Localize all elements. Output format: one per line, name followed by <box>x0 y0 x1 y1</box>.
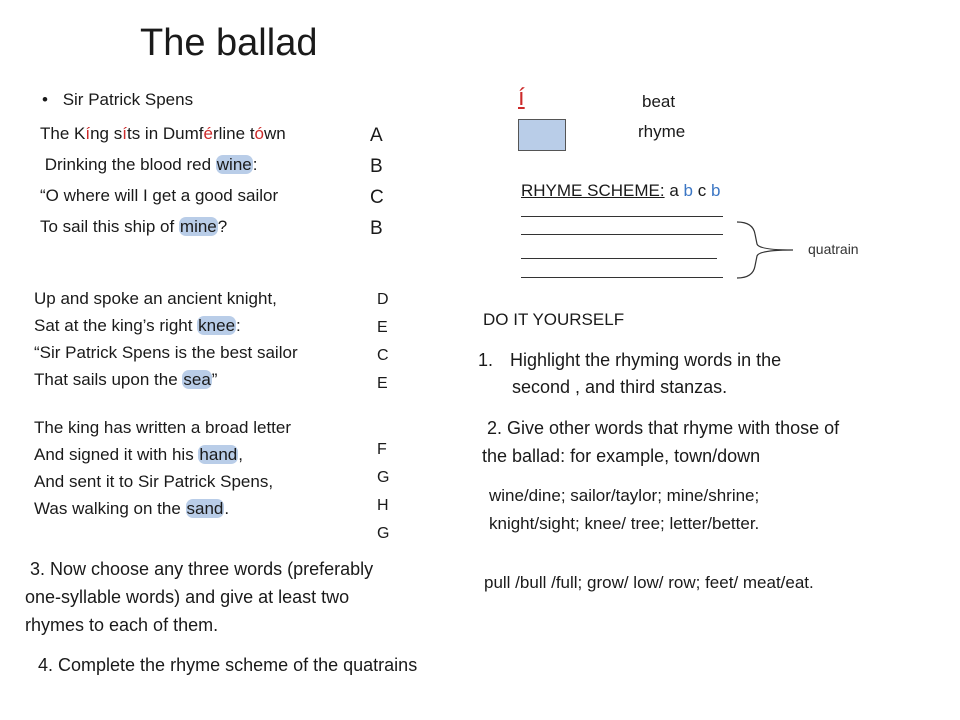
task-item-3: 3. Now choose any three words (preferably one-syllable words) and give at least two rhymes to each of them. <box>25 559 374 635</box>
rhyme-highlight: mine <box>179 217 217 236</box>
stanza-2 <box>34 285 298 393</box>
stanza-1-line-4: To sail this ship of mine? <box>40 217 228 236</box>
curly-brace-icon <box>735 220 795 280</box>
stanza-3-scheme: F G H G <box>377 441 390 542</box>
stanza-1-line-1: The Kíng síts in Dumférline tówn <box>40 124 286 143</box>
task-item-1: 1. Highlight the rhyming words in the second , and third stanzas. <box>478 350 782 397</box>
answers-line-2: knight/sight; knee/ tree; letter/better. <box>489 514 760 533</box>
task-item-2: 2. Give other words that rhyme with those of the ballad: for example, town/down <box>482 418 840 466</box>
stanza-2-line-3: “Sir Patrick Spens is the best sailor <box>34 343 298 362</box>
blank-line <box>521 277 723 278</box>
rhyme-highlight: hand <box>199 445 238 464</box>
rhyme-highlight: sea <box>183 370 211 389</box>
task-heading: DO IT YOURSELF <box>483 310 625 329</box>
rhyme-scheme <box>521 181 720 201</box>
answers-line-1: wine/dine; sailor/taylor; mine/shrine; <box>489 486 760 505</box>
stanza-2-line-2: Sat at the king’s right knee: <box>34 316 241 335</box>
rhyme-swatch <box>518 119 566 151</box>
scheme-letter-a: a <box>669 181 679 200</box>
stanza-1-line-3: “O where will I get a good sailor <box>40 186 279 205</box>
scheme-letter-b: b <box>683 181 693 200</box>
blank-line <box>521 258 717 259</box>
stanza-3-line-2: And signed it with his hand, <box>34 445 243 464</box>
stanza-1-line-2: Drinking the blood red wine: <box>40 155 258 174</box>
stanza-3-line-4: Was walking on the sand. <box>34 499 230 518</box>
beat-symbol: í <box>518 84 525 111</box>
answers-line-3: pull /bull /full; grow/ low/ row; feet/ meat/eat. <box>484 573 814 592</box>
answers <box>489 482 759 538</box>
rhyme-highlight: knee <box>198 316 236 335</box>
blank-line <box>521 216 723 217</box>
page-title: The ballad <box>140 22 318 64</box>
stanza-2-line-4: That sails upon the sea” <box>34 370 218 389</box>
rhyme-scheme-label: RHYME SCHEME: <box>521 181 665 200</box>
stanza-3 <box>34 414 291 522</box>
quatrain-label: quatrain <box>808 241 859 257</box>
bullet-text: Sir Patrick Spens <box>62 90 194 109</box>
blank-line <box>521 234 723 235</box>
stanza-3-line-1: The king has written a broad letter <box>34 418 292 437</box>
scheme-letter-c: c <box>697 181 707 200</box>
scheme-letter-b2: b <box>710 181 721 200</box>
stanza-2-scheme: D E C E <box>377 291 389 392</box>
stanza-3-line-3: And sent it to Sir Patrick Spens, <box>34 472 274 491</box>
rhyme-highlight: wine <box>216 155 252 174</box>
bullet-dot: • <box>42 90 48 109</box>
stanza-1 <box>40 118 286 242</box>
beat-label: beat <box>642 92 676 111</box>
task-item-4: 4. Complete the rhyme scheme of the quatrains <box>38 655 418 675</box>
rhyme-highlight: sand <box>186 499 224 518</box>
bullet-item <box>42 90 193 110</box>
rhyme-label: rhyme <box>638 122 686 141</box>
stanza-1-scheme: A B C B <box>370 125 384 239</box>
stanza-2-line-1: Up and spoke an ancient knight, <box>34 289 277 308</box>
